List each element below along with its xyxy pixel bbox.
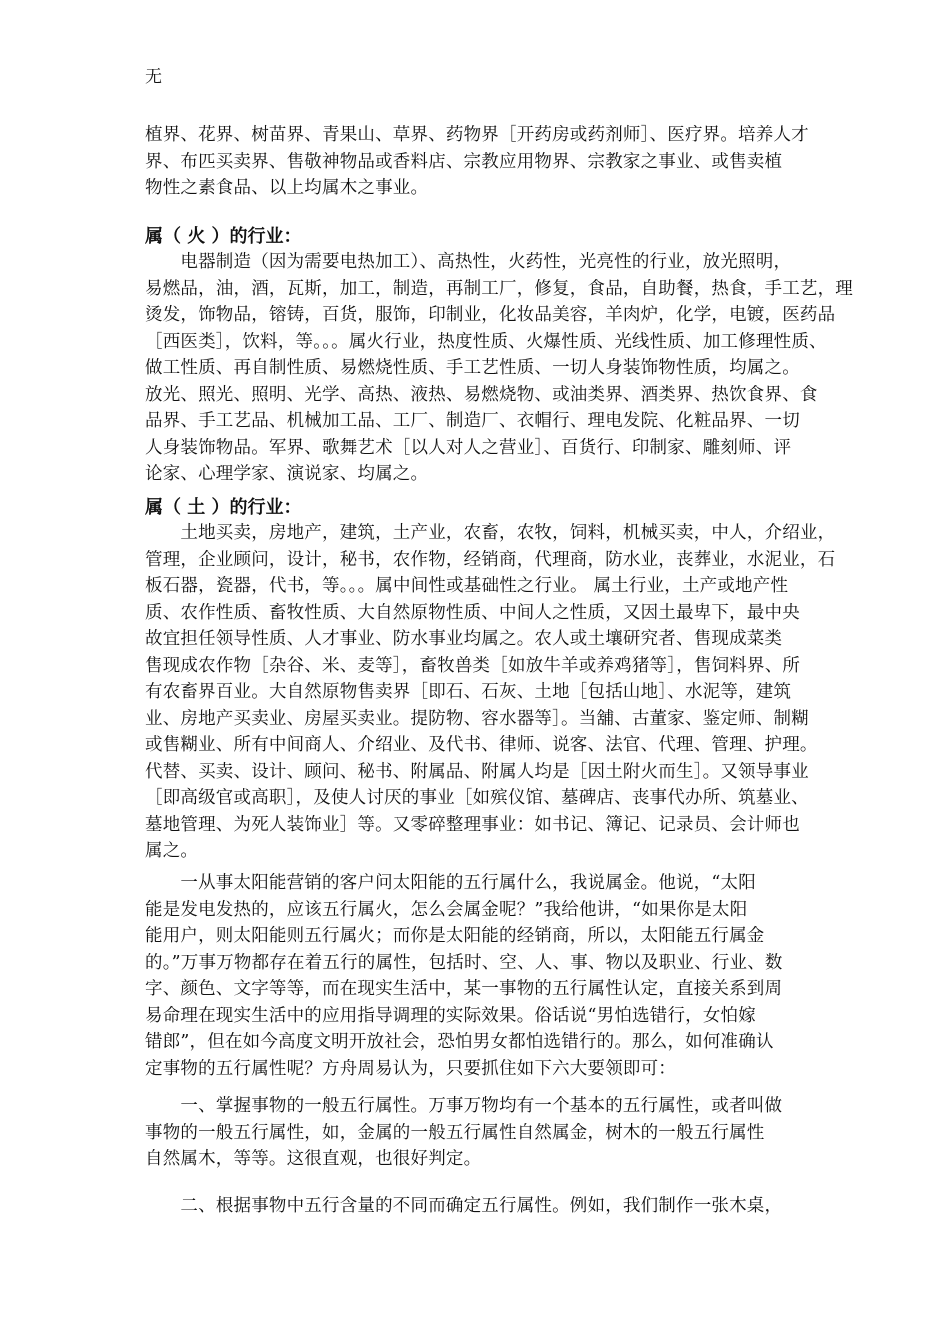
paragraph-line: 或售糊业、所有中间商人、介绍业、及代书、律师、说客、法官、代理、管理、护理。 xyxy=(145,735,818,755)
paragraph-line: 字、颜色、文字等等，而在现实生活中，某一事物的五行属性认定，直接关系到周 xyxy=(145,979,783,999)
fire-section-heading: 属（ 火 ）的行业： xyxy=(145,226,302,247)
paragraph-line: 墓地管理、为死人装饰业］等。又零碎整理事业：如书记、簿记、记录员、会计师也 xyxy=(145,814,800,835)
paragraph-line: 板石器，瓷器，代书，等。。。属中间性或基础性之行业。 属土行业，土产或地产性 xyxy=(145,576,789,596)
paragraph-line: 属之。 xyxy=(145,841,199,861)
paragraph-line: 能用户，则太阳能则五行属火；而你是太阳能的经销商，所以，太阳能五行属金 xyxy=(145,926,765,946)
paragraph-line: ［西医类］，饮料，等。。。属火行业，热度性质、火爆性质、光线性质、加工修理性质、 xyxy=(145,331,827,352)
header-mark: 无 xyxy=(145,67,162,87)
paragraph-line: ［即高级官或高职］，及使人讨厌的事业［如殡仪馆、墓碑店、丧事代办所、筑墓业、 xyxy=(145,788,809,808)
paragraph-line: 物性之素食品、以上均属木之事业。 xyxy=(145,178,429,198)
paragraph-line: 能是发电发热的，应该五行属火，怎么会属金呢？”我给他讲，“如果你是太阳 xyxy=(145,899,748,920)
paragraph-line: 论家、心理学家、演说家、均属之。 xyxy=(145,464,429,484)
paragraph-line: 质、农作性质、畜牧性质、大自然原物性质、中间人之性质，又因土最卑下，最中央 xyxy=(145,602,800,623)
paragraph-line: 易燃品，油，酒，瓦斯，加工，制造，再制工厂，修复，食品，自助餐，热食，手工艺，理 xyxy=(145,278,853,299)
paragraph-line: 代替、买卖、设计、顾问、秘书、附属品、附属人均是［因土附火而生］。又领导事业 xyxy=(145,761,809,782)
solar-energy-paragraph xyxy=(145,870,810,1082)
paragraph-line: 放光、照光、照明、光学、高热、液热、易燃烧物、或油类界、酒类界、热饮食界、食 xyxy=(145,384,818,405)
paragraph-line: 烫发，饰物品，镕铸，百货，服饰，印制业，化妆品美容，羊肉炉，化学，电镀，医药品 xyxy=(145,305,836,325)
paragraph-line: 有农畜界百业。大自然原物售卖界［即石、石灰、土地［包括山地］、水泥等，建筑 xyxy=(145,682,792,702)
paragraph-line: 售现成农作物［杂谷、米、麦等］，畜牧兽类［如放牛羊或养鸡猪等］，售饲料界、所 xyxy=(145,655,801,676)
paragraph-line: 错郎”，但在如今高度文明开放社会，恐怕男女都怕选错行的。那么，如何准确认 xyxy=(145,1032,774,1052)
paragraph-line: 人身装饰物品。军界、歌舞艺术［以人对人之营业］、百货行、印制家、雕刻师、评 xyxy=(145,437,792,458)
paragraph-line: 业、房地产买卖业、房屋买卖业。提防物、容水器等］。当舖、古董家、鉴定师、制糊 xyxy=(145,708,809,729)
paragraph-line: 植界、花界、树苗界、青果山、草界、药物界［开药房或药剂师］、医疗界。培养人才 xyxy=(145,125,809,145)
paragraph-line: 自然属木，等等。这很直观，也很好判定。 xyxy=(145,1149,482,1169)
paragraph-line: 土地买卖，房地产，建筑，土产业，农畜，农牧，饲料，机械买卖，中人，介绍业， xyxy=(145,523,836,543)
point-two-paragraph xyxy=(145,1193,810,1220)
fire-section-paragraph xyxy=(145,249,853,488)
paragraph-line: 做工性质、再自制性质、易燃烧性质、手工艺性质、一切人身装饰物性质，均属之。 xyxy=(145,358,800,378)
paragraph-line: 事物的一般五行属性，如，金属的一般五行属性自然属金，树木的一般五行属性 xyxy=(145,1122,765,1143)
paragraph-line: 一、掌握事物的一般五行属性。万事万物均有一个基本的五行属性，或者叫做 xyxy=(145,1096,783,1116)
wood-continuation-paragraph xyxy=(145,122,810,202)
earth-section-paragraph xyxy=(145,520,836,865)
paragraph-line: 定事物的五行属性呢？方舟周易认为，只要抓住如下六大要领即可： xyxy=(145,1058,676,1079)
point-one-paragraph xyxy=(145,1093,810,1173)
paragraph-line: 管理，企业顾问，设计，秘书，农作物，经销商，代理商，防水业，丧葬业，水泥业，石 xyxy=(145,549,836,570)
paragraph-line: 易命理在现实生活中的应用指导调理的实际效果。俗话说“男怕选错行，女怕嫁 xyxy=(145,1005,756,1026)
paragraph-line: 电器制造（因为需要电热加工）、高热性，火药性，光亮性的行业，放光照明， xyxy=(145,252,792,272)
earth-section-heading: 属（ 土 ）的行业： xyxy=(145,497,302,518)
paragraph-line: 二、根据事物中五行含量的不同而确定五行属性。例如，我们制作一张木桌， xyxy=(145,1196,783,1216)
paragraph-line: 一从事太阳能营销的客户问太阳能的五行属什么，我说属金。他说，“太阳 xyxy=(145,873,756,893)
paragraph-line: 的。”万事万物都存在着五行的属性，包括时、空、人、事、物以及职业、行业、数 xyxy=(145,952,783,973)
paragraph-line: 界、布匹买卖界、售敬神物品或香料店、宗教应用物界、宗教家之事业、或售卖植 xyxy=(145,151,783,172)
paragraph-line: 故宜担任领导性质、人才事业、防水事业均属之。农人或土壤研究者、售现成菜类 xyxy=(145,629,783,649)
paragraph-line: 品界、手工艺品、机械加工品、工厂、制造厂、衣帽行、理电发院、化粧品界、一切 xyxy=(145,411,800,431)
